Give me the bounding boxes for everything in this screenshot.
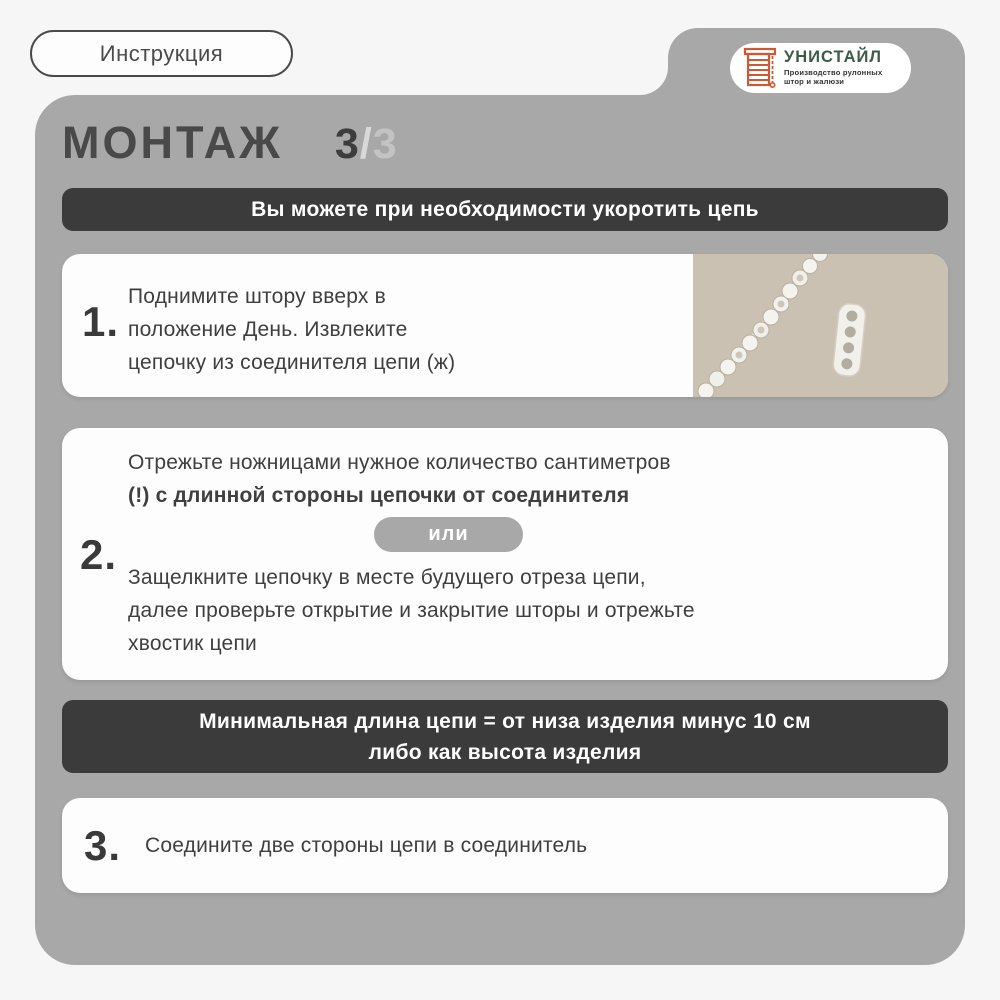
or-divider-pill: или xyxy=(374,517,523,552)
step-2b-line3: хвостик цепи xyxy=(128,632,257,655)
step-2-card xyxy=(62,428,948,680)
banner-shorten-chain: Вы можете при необходимости укоротить цепь xyxy=(62,188,948,231)
step-3-number: 3. xyxy=(84,822,122,869)
step-1-text xyxy=(128,280,455,379)
step-2-text-option-b xyxy=(128,561,695,660)
blinds-icon xyxy=(743,47,777,89)
page-current: 3 xyxy=(334,120,360,168)
step-3-card xyxy=(62,798,948,893)
instruction-button[interactable]: Инструкция xyxy=(30,30,293,77)
step-2b-line2: далее проверьте открытие и закрытие шторы и отрежьте xyxy=(128,599,695,622)
main-panel xyxy=(35,95,965,965)
tab-fillet xyxy=(640,67,668,95)
page-indicator xyxy=(335,120,398,169)
brand-logo xyxy=(730,43,911,93)
brand-tagline-line1: Производство рулонных xyxy=(784,67,883,77)
step-2-number: 2. xyxy=(80,531,118,578)
brand-name: УНИСТАЙЛ xyxy=(784,48,882,67)
banner-min-chain-length xyxy=(62,700,948,773)
step-1-card xyxy=(62,254,948,397)
step-2a-line2: (!) с длинной стороны цепочки от соединителя xyxy=(128,484,630,507)
brand-tagline-line2: штор и жалюзи xyxy=(784,77,845,87)
step-2-text-option-a xyxy=(128,446,671,512)
step-1-line1: Поднимите штору вверх в xyxy=(128,285,386,308)
title-text: МОНТАЖ xyxy=(62,117,283,168)
step-3-text: Соедините две стороны цепи в соединитель xyxy=(145,834,588,857)
banner-bottom-line2: либо как высота изделия xyxy=(368,740,642,764)
step-2b-line1: Защелкните цепочку в месте будущего отреза цепи, xyxy=(128,566,646,589)
chain-photo xyxy=(693,254,948,397)
page-separator: / xyxy=(359,120,373,168)
step-2a-line1: Отрежьте ножницами нужное количество сантиметров xyxy=(128,451,671,474)
step-1-line2: положение День. Извлеките xyxy=(128,318,408,341)
banner-bottom-line1: Минимальная длина цепи = от низа изделия минус 10 см xyxy=(199,709,811,733)
page-total: 3 xyxy=(372,120,398,168)
page-title xyxy=(62,117,398,169)
step-1-line3: цепочку из соединителя цепи (ж) xyxy=(128,351,456,374)
step-1-number: 1. xyxy=(82,298,120,345)
